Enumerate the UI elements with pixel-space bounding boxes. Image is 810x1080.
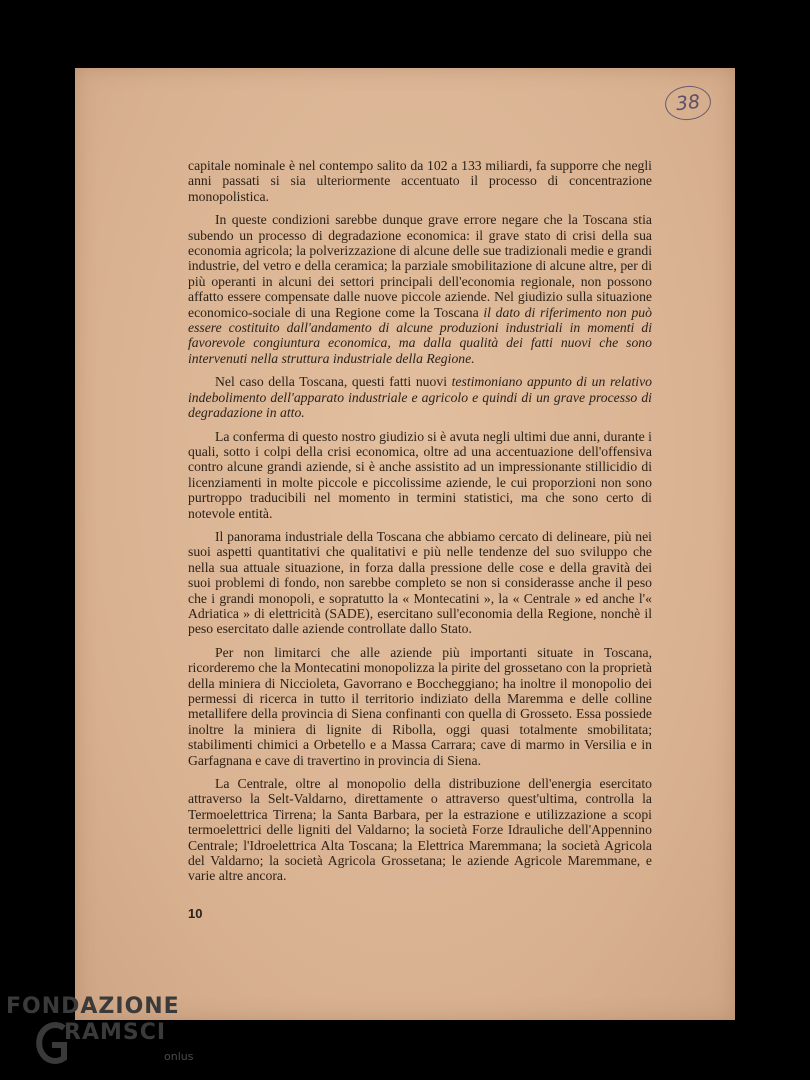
paragraph: capitale nominale è nel contempo salito da 102 a 133 miliardi, fa supporre che negli anni passati si sia ulteriormente accentuato il processo di concentrazione monopolistica. [188,158,652,204]
paragraph-text: Nel caso della Toscana, questi fatti nuovi [215,374,448,390]
logo-line-1: FONDAZIONE [6,994,180,1019]
archive-number-stamp: 38 [663,84,712,123]
page-number: 10 [188,906,203,921]
paragraph: La conferma di questo nostro giudizio si è avuta negli ultimi due anni, durante i quali, sotto i colpi della crisi economica, oltre ad una accentuazione dell'offensiva contro alcune grandi aziende, si è anche assistito ad un impressionante stillicidio di licenziamenti in molte piccole e piccolissime aziende, le cui proporzioni non sono purtroppo traducibili nel momento in termini statistici, ma che sono certo di notevole entità. [188,428,652,521]
logo-line-2: RAMSCI [64,1020,167,1045]
document-page [75,68,735,1020]
paragraph-emphasis: testimoniano appunto di un relativo indebolimento dell'apparato industriale e agricolo e quindi di un grave processo di degradazione in atto. [188,374,653,421]
fondazione-gramsci-logo [6,994,206,1074]
paragraph-emphasis: il dato di riferimento non può essere costituito dall'andamento di alcune produzioni industriali in momenti di favorevole congiuntura economica, ma dalla qualità dei fatti nuovi che sono intervenuti nella struttura industriale della Regione. [188,304,652,366]
paragraph: Per non limitarci che alle aziende più importanti situate in Toscana, ricorderemo che la Montecatini monopolizza la pirite del grossetano con la proprietà della miniera di Niccioleta, Gavorrano e Boccheggiano; ha inoltre il monopolio dei permessi di ricerca in tutto il territorio indiziato della Maremma e delle colline metallifere della provincia di Siena confinanti con quella di Grosseto. Essa possiede inoltre la miniera di lignite di Ribolla, oggi quasi totalmente smobilitata; stabilimenti chimici a Orbetello e a Massa Carrara; cave di marmo in Versilia e in Garfagnana e cave di travertino in provincia di Siena. [188,644,652,768]
paragraph: Il panorama industriale della Toscana che abbiamo cercato di delineare, più nei suoi aspetti quantitativi che qualitativi e più nelle tendenze del suo sviluppo che nella sua attuale situazione, in forza dalla pressione delle cose e della gravità dei suoi problemi di fondo, non sarebbe completo se non si considerasse anche il peso che i grandi monopoli, e sopratutto la « Montecatini », la « Centrale » ed anche l'« Adriatica » di elettricità (SADE), esercitano sull'economia della Regione, nonchè il peso esercitato dalle aziende controllate dallo Stato. [188,528,652,637]
logo-tagline: onlus [164,1050,194,1063]
paragraph: La Centrale, oltre al monopolio della distribuzione dell'energia esercitato attraverso la Selt-Valdarno, direttamente o attraverso quest'ultima, controlla la Termoelettrica Tirrena; la Santa Barbara, per la estrazione e utilizzazione a scopi termoelettrici delle ligniti del Valdarno; la società Forze Idrauliche dell'Appennino Centrale; l'Idroelettrica Alta Toscana; la Elettrica Maremmana; la società Agricola del Valdarno; la società Agricola Grossetana; le aziende Agricole Maremmane, e varie altre ancora. [188,776,652,884]
body-text [188,158,652,892]
paragraph-text: In queste condizioni sarebbe dunque grave errore negare che la Toscana stia subendo un processo di degradazione economica: il grave stato di crisi della sua economia agricola; la polverizzazione di alcune delle sue tradizionali medie e grandi industrie, del vetro e della ceramica; la parziale smobilitazione di alcune altre, per di più operanti in alcuni dei settori principali dell'economia regionale, non possono affatto essere compensate dalle nuove piccole aziende. Nel giudizio sulla situazione economico-sociale di una Regione come la Toscana [188,212,652,320]
paragraph [188,374,652,420]
paragraph [188,212,652,366]
